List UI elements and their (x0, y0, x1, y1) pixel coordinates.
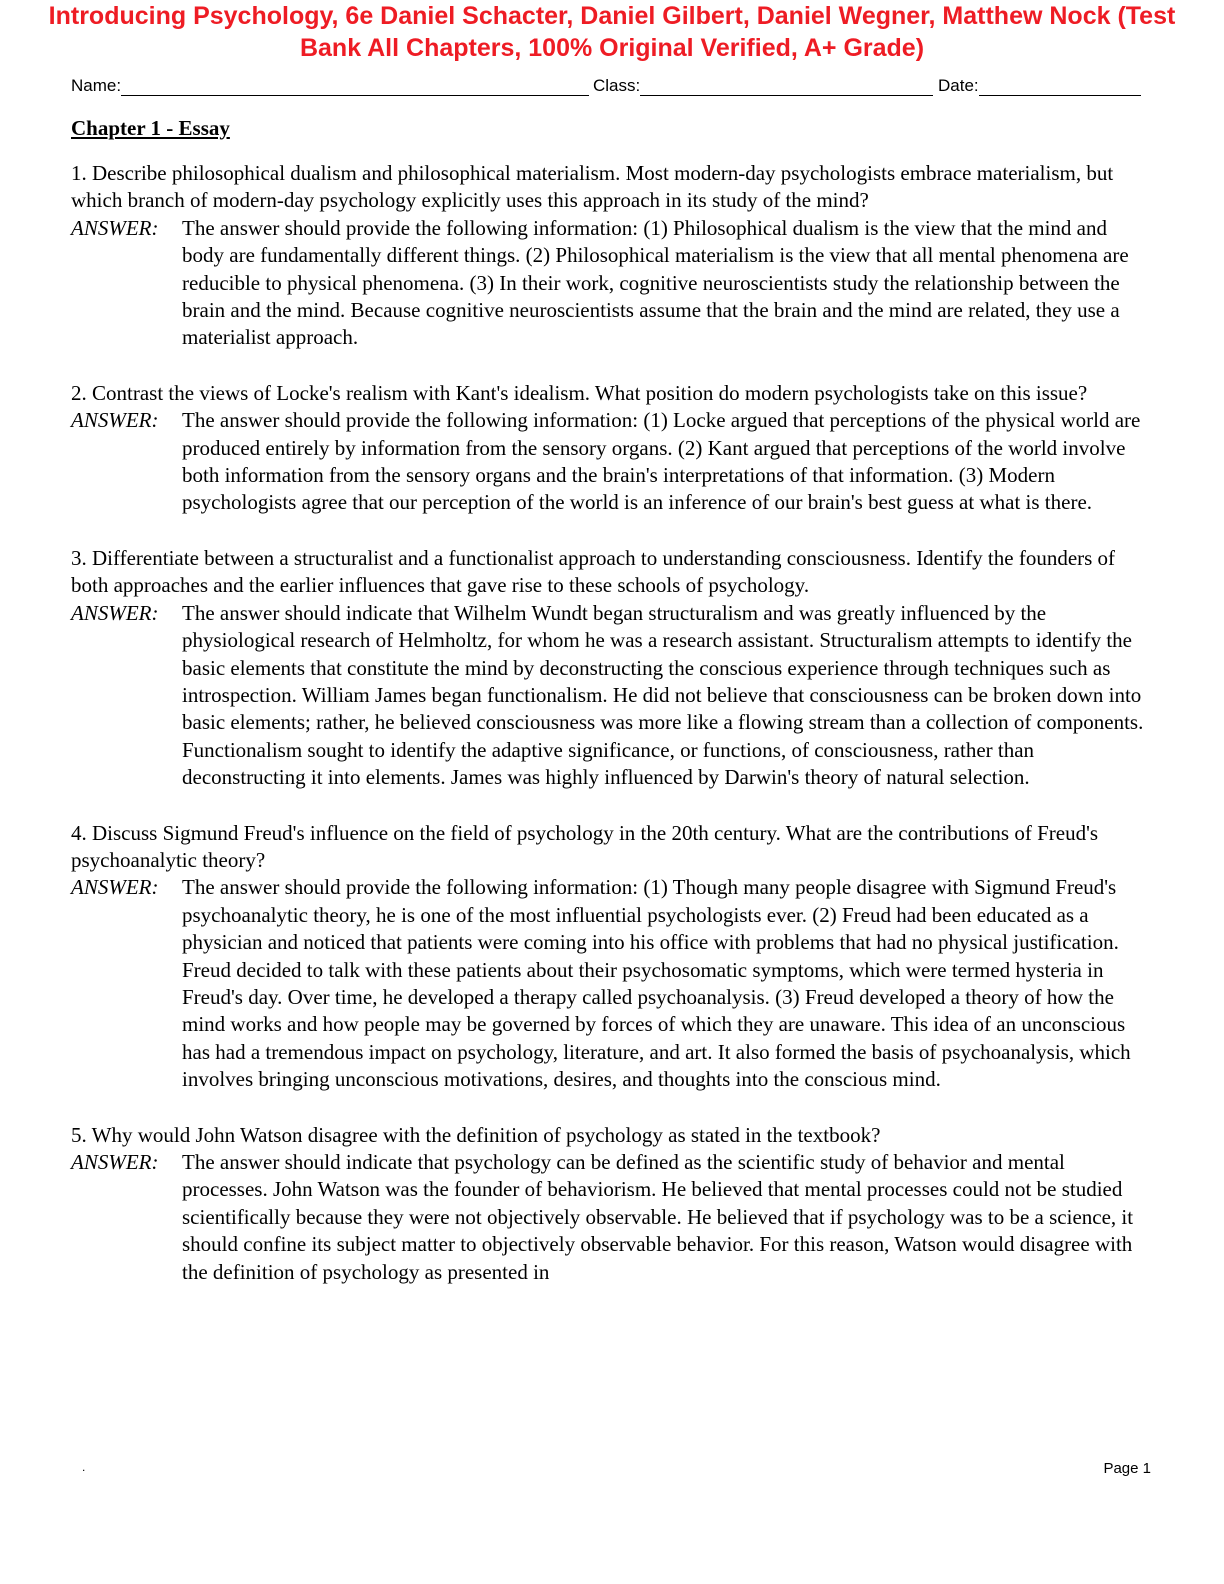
name-label: Name: (71, 76, 122, 95)
answer-label: ANSWER: (71, 600, 159, 625)
class-field[interactable] (593, 72, 933, 96)
answer-block (71, 874, 1146, 1093)
question-text: 1. Describe philosophical dualism and philosophical materialism. Most modern-day psychologists embrace materialism, but which branch of modern-day psychology explicitly uses this approach in its study of the mind? (71, 161, 1114, 213)
answer-text: The answer should indicate that psychology can be defined as the scientific study of behavior and mental processes. John Watson was the founder of behaviorism. He believed that mental processes could not be studied scientifically because they were not objectively observable. He believed that if psychology was to be a science, it should confine its subject matter to objectively observable behavior. For this reason, Watson would disagree with the definition of psychology as presented in (182, 1150, 1134, 1284)
page-number: Page 1 (1103, 1460, 1151, 1477)
answer-block (71, 215, 1146, 352)
question-item (71, 380, 1146, 517)
question-text: 4. Discuss Sigmund Freud's influence on the field of psychology in the 20th century. What are the contributions of Freud's psychoanalytic theory? (71, 820, 1099, 872)
date-blank-line[interactable] (979, 73, 1141, 96)
footer-dot: . (82, 1460, 86, 1474)
name-blank-line[interactable] (121, 73, 589, 96)
name-field[interactable] (71, 72, 589, 96)
answer-text: The answer should indicate that Wilhelm Wundt began structuralism and was greatly influenced by the physiological research of Helmholtz, for whom he was a research assistant. Structuralism attempts to identify the basic elements that constitute the mind by deconstructing the conscious experience through techniques such as introspection. William James began functionalism. He did not believe that consciousness can be broken down into basic elements; rather, he believed consciousness was more like a flowing stream than a collection of components. Functionalism sought to identify the adaptive significance, or functions, of consciousness, rather than deconstructing it into elements. James was highly influenced by Darwin's theory of natural selection. (182, 600, 1144, 790)
question-text: 2. Contrast the views of Locke's realism with Kant's idealism. What position do modern psychologists take on this issue? (71, 380, 1088, 405)
answer-label: ANSWER: (71, 408, 159, 433)
question-item (71, 820, 1146, 1094)
class-blank-line[interactable] (640, 73, 933, 96)
answer-block (71, 407, 1146, 517)
answer-block (71, 1149, 1146, 1286)
student-info-fields (71, 72, 1141, 98)
question-item (71, 160, 1146, 352)
answer-label: ANSWER: (71, 1150, 159, 1174)
chapter-heading: Chapter 1 - Essay (71, 116, 230, 140)
answer-text: The answer should provide the following information: (1) Though many people disagree with Sigmund Freud's psychoanalytic theory, he is one of the most influential psychologists ever. (2) Freud had been educated as a physician and noticed that patients were coming into his office with problems that had no physical justification. Freud decided to talk with these patients about their psychosomatic symptoms, which were termed hysteria in Freud's day. Over time, he developed a therapy called psychoanalysis. (3) Freud developed a theory of how the mind works and how people may be governed by forces of which they are unaware. This idea of an unconscious has had a tremendous impact on psychology, literature, and art. It also formed the basis of psychoanalysis, which involves bringing unconscious motivations, desires, and thoughts into the conscious mind. (182, 875, 1131, 1092)
question-text: 5. Why would John Watson disagree with the definition of psychology as stated in the textbook? (71, 1122, 881, 1147)
question-item (71, 1122, 1146, 1286)
answer-label: ANSWER: (71, 875, 159, 900)
date-label: Date: (938, 76, 979, 95)
answer-label: ANSWER: (71, 215, 159, 240)
date-field[interactable] (938, 72, 1141, 96)
answer-block (71, 600, 1146, 792)
class-label: Class: (593, 76, 641, 95)
answer-text: The answer should provide the following information: (1) Locke argued that perceptions of the physical world are produced entirely by information from the sensory organs. (2) Kant argued that perceptions of the world involve both information from the sensory organs and the brain's interpretations of that information. (3) Modern psychologists agree that our perception of the world is an inference of our brain's best guess at what is there. (182, 408, 1141, 515)
question-item (71, 545, 1146, 792)
question-list (71, 160, 1146, 1314)
answer-text: The answer should provide the following information: (1) Philosophical dualism is the view that the mind and body are fundamentally different things. (2) Philosophical materialism is the view that all mental phenomena are reducible to physical phenomena. (3) In their work, cognitive neuroscientists study the relationship between the brain and the mind. Because cognitive neuroscientists assume that the brain and the mind are related, they use a materialist approach. (182, 215, 1129, 350)
question-text: 3. Differentiate between a structuralist and a functionalist approach to understanding consciousness. Identify the founders of both approaches and the earlier influences that gave rise to these schools of psychology. (71, 545, 1116, 598)
page-title: Introducing Psychology, 6e Daniel Schacter, Daniel Gilbert, Daniel Wegner, Matthew Nock (Test Bank All Chapters, 100% Original Verified, A+ Grade) (48, 2, 1176, 62)
